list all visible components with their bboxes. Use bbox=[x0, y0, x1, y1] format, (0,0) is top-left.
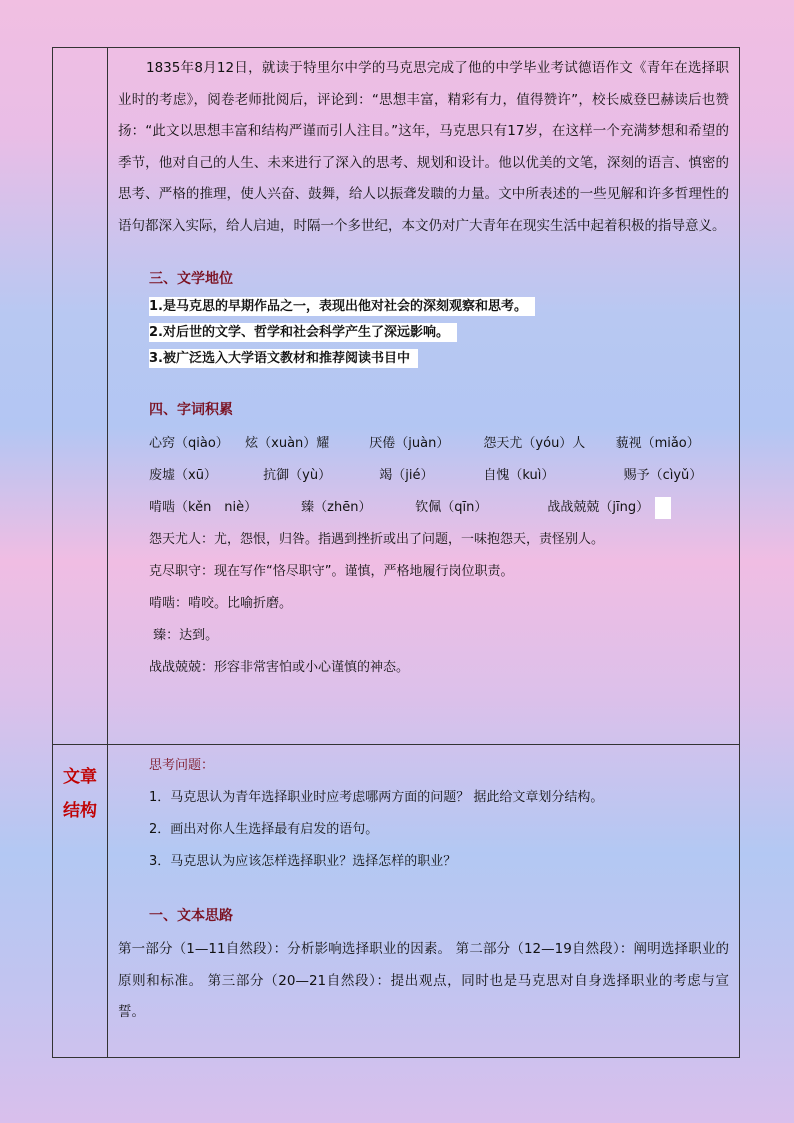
vocab-item: 心窍（qiào） bbox=[149, 436, 229, 451]
side-label-line-2: 结构 bbox=[63, 801, 97, 821]
definition-2: 克尽职守：现在写作“恪尽职守”。谨慎，严格地履行岗位职责。 bbox=[149, 564, 514, 579]
vocab-row-1 bbox=[118, 428, 729, 460]
side-label-line-1: 文章 bbox=[63, 767, 97, 787]
vocab-item: 自愧（kuì） bbox=[483, 468, 555, 483]
vocab-item: 钦佩（qīn） bbox=[415, 500, 488, 515]
intro-paragraph: 1835年8月12日，就读于特里尔中学的马克思完成了他的中学毕业考试德语作文《青年在选择职业时的考虑》，阅卷老师批阅后，评论到：“思想丰富，精彩有力，值得赞许”，校长威登巴赫读后也赞扬：“此文以思想丰富和结构严谨而引人注目。”这年，马克思只有17岁，在这样一个充满梦想和希望的季节，他对自己的人生、未来进行了深入的思考、规划和设计。他以优美的文笔，深刻的语言、慎密的思考、严格的推理，使人兴奋、鼓舞，给人以振聋发聩的力量。文中所表述的一些见解和许多哲理性的语句都深入实际，给人启迪，时隔一个多世纪，本文仍对广大青年在现实生活中起着积极的指导意义。 bbox=[118, 60, 729, 234]
vocab-item: 赐予（cìyǔ） bbox=[623, 468, 703, 483]
vocab-item: 抗御（yù） bbox=[263, 468, 332, 483]
definition-3: 啃啮：啃咬。比喻折磨。 bbox=[149, 596, 293, 611]
definition-1: 怨天尤人：尤，怨恨，归咎。指遇到挫折或出了问题，一味抱怨天，责怪别人。 bbox=[149, 532, 605, 547]
vocab-item: 战战兢兢（jīng） bbox=[547, 500, 650, 515]
section1-paragraph: 第一部分（1—11自然段）：分析影响选择职业的因素。 第二部分（12—19自然段）：阐明选择职业的原则和标准。 第三部分（20—21自然段）：提出观点，同时也是马克思对自身选择职业的考虑与宣誓。 bbox=[118, 941, 729, 1020]
question-3: 3．马克思认为应该怎样选择职业？选择怎样的职业？ bbox=[149, 854, 457, 869]
definition-5: 战战兢兢：形容非常害怕或小心谨慎的神态。 bbox=[149, 660, 410, 675]
row-divider bbox=[53, 744, 739, 745]
section3-item-1: 1.是马克思的早期作品之一，表现出他对社会的深刻观察和思考。 bbox=[118, 294, 729, 320]
section4-title: 四、字词积累 bbox=[149, 402, 233, 418]
vocab-item: 怨天尤（yóu）人 bbox=[483, 436, 586, 451]
content-table bbox=[52, 47, 740, 1058]
question-1: 1．马克思认为青年选择职业时应考虑哪两方面的问题？ 据此给文章划分结构。 bbox=[149, 790, 604, 805]
column-divider bbox=[107, 48, 108, 1057]
question-2: 2．画出对你人生选择最有启发的语句。 bbox=[149, 822, 379, 837]
side-label bbox=[53, 760, 107, 828]
upper-cell bbox=[118, 53, 729, 684]
vocab-item: 废墟（xū） bbox=[149, 468, 217, 483]
section1-title: 一、文本思路 bbox=[149, 908, 233, 924]
definition-4: 臻：达到。 bbox=[149, 628, 219, 643]
vocab-item: 厌倦（juàn） bbox=[369, 436, 450, 451]
vocab-item: 臻（zhēn） bbox=[301, 500, 372, 515]
section3-item-2: 2.对后世的文学、哲学和社会科学产生了深远影响。 bbox=[118, 320, 729, 346]
vocab-row-3 bbox=[118, 492, 729, 524]
section3-item-3: 3.被广泛选入大学语文教材和推荐阅读书目中 bbox=[118, 346, 729, 372]
blank-box bbox=[655, 497, 671, 519]
vocab-row-2 bbox=[118, 460, 729, 492]
vocab-item: 炫（xuàn）耀 bbox=[245, 436, 330, 451]
section3-title: 三、文学地位 bbox=[149, 271, 233, 287]
lower-cell bbox=[118, 750, 729, 1029]
vocab-item: 竭（jié） bbox=[379, 468, 434, 483]
vocab-item: 啃啮（kěn niè） bbox=[149, 500, 258, 515]
vocab-item: 藐视（miǎo） bbox=[615, 436, 700, 451]
questions-title: 思考问题： bbox=[149, 758, 215, 773]
